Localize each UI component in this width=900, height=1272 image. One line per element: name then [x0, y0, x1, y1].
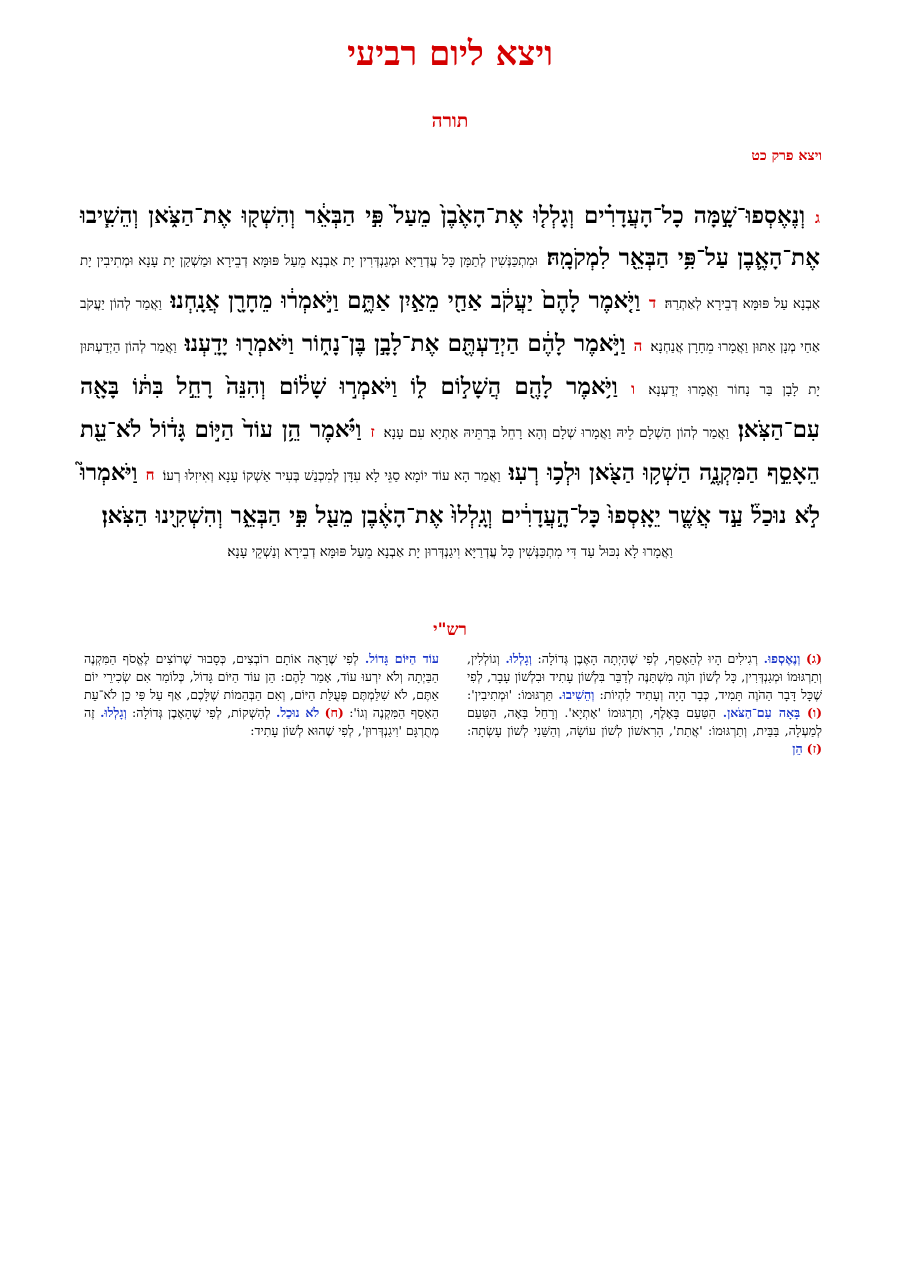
targum-text: וַאֲמַר לְהוֹן הַיְדַעְתּוּן יָת לָבָן בַּר נָחוֹר וַאֲמָרוּ יְדַעְנָא׃ — [80, 339, 821, 398]
section-title-torah: תורה — [431, 110, 469, 132]
verse-number: ח — [145, 466, 155, 484]
verse-number: ג — [815, 209, 820, 227]
targum-text: וַאֲמָרוּ לָא נִכּוּל עַד דִּי מִתְכַּנְּשִׁין כָּל עֲדְרַיָּא וִיגַנְדְּרוּן יָת אַבְנָא מֵעַל פּוּמָּא דְבֵירָא וְנַשְׁקֵי עָנָא׃ — [227, 544, 673, 560]
verse-text: וַיֹּ֗אמֶר הֵ֥ן עוֹד֙ הַיּ֣וֹם גָּד֔וֹל לֹא־עֵ֖ת הֵאָסֵ֣ף הַמִּקְנֶ֑ה הַשְׁק֥וּ הַצֹּ֖אן וּלְכ֥וּ רְעֽוּ׃ — [80, 416, 821, 486]
dibbur-hamatchil: וְנֶאֶסְפוּ. — [763, 651, 801, 666]
targum-text: וַאֲמַר הָא עוֹד יוֹמָא סַגֵּי לָא עִדָּן לְמִכְנַשׁ בְּעִיר אַשְׁקוֹ עָנָא וְאִיזִלוּ רְעוֹ׃ — [162, 468, 501, 484]
dibbur-hamatchil: עוֹד הַיּוֹם גָּדוֹל. — [364, 651, 439, 666]
rashi-verse-number: (ז) — [806, 741, 822, 756]
targum-text: וּמִתְכַּנְּשִׁין לְתַמָּן כָּל עֲדְרַיָּא וּמְגַנְדְּרִין יָת אַבְנָא מֵעַל פּוּמָּא דְבֵירָא וּמַשְׁקַן יָת עָנָא וּמְתִיבִין יָת אַבְנָא עַל פּוּמָּא דְבֵירָא לְאַתְרַהּ׃ — [80, 253, 821, 312]
page-title: ויצא ליום רביעי — [347, 34, 553, 74]
rashi-text: זֶה מְתֻרְגָּם 'וִיגַנְדְּרוּן', לְפִי שֶׁהוּא לְשׁוֹן עָתִיד: — [84, 705, 439, 738]
targum-text: וַאֲמַר לְהוֹן יַעֲקֹב אַחַי מְנָן אַתּוּן וַאֲמָרוּ מֵחָרָן אֲנַחְנָא׃ — [80, 296, 820, 355]
verse-text: וַיֹּאמְרוּ֮ לֹ֣א נוּכַל֒ עַ֣ד אֲשֶׁ֤ר יֵאָֽסְפוּ֙ כָּל־הָ֣עֲדָרִ֔ים וְגָֽלְלוּ֙ אֶת־הָאֶ֔בֶן מֵעַ֖ל פִּ֣י הַבְּאֵ֑ר וְהִשְׁקִ֖ינוּ הַצֹּֽאן׃ — [80, 459, 820, 529]
verse-number: ז — [370, 423, 375, 441]
dibbur-hamatchil: וְגָלְלוּ. — [100, 705, 127, 720]
dibbur-hamatchil: וְהֵשִׁיבוּ. — [558, 687, 595, 702]
dibbur-hamatchil: בָּאָה עִם־הַצֹּאן. — [722, 705, 801, 720]
rashi-text: לְפִי שֶׁרָאָה אוֹתָם רוֹבְצִים, כְּסָבוּר שֶׁרוֹצִים לֶאֱסֹף הַמִּקְנֶה הַבַּיְתָה וְלֹא יִרְעוּ עוֹד, אָמַר לָהֶם: הֵן עוֹד הַיּוֹם גָּדוֹל, כְּלוֹמַר אִם שְׂכִירֵי יוֹם אַתֶּם, לֹא שִׁלַּמְתֶּם פְּעֻלַּת הַיּוֹם, וְאִם הַבְּהֵמוֹת שֶׁלָּכֶם, אַף עַל פִּי כֵן לֹא־עֵת הֵאָסֵף הַמִּקְנֶה וְגוֹ': — [84, 651, 439, 720]
dibbur-hamatchil: לֹא נוּכַל. — [275, 705, 320, 720]
rashi-verse-number: (ו) — [806, 705, 822, 720]
rashi-text: הַטַּעַם בָּאָלֶף, וְתַרְגּוּמוֹ 'אָתְיָא'. וְרָחֵל בָּאָה, הַטַּעַם לְמַעְלָה, בַּבֵּית, וְתַרְגּוּמוֹ: 'אֲתַת', הָרִאשׁוֹן לְשׁוֹן עוֹשָׂה, וְהַשֵּׁנִי לְשׁוֹן עָשְׂתָה: — [467, 705, 822, 738]
verse-text: וַיֹּ֤אמֶר לָהֶם֙ יַעֲקֹ֔ב אַחַ֖י מֵאַ֣יִן אַתֶּ֑ם וַיֹּ֣אמְר֔וּ מֵחָרָ֖ן אֲנָֽחְנוּ׃ — [170, 287, 641, 314]
chapter-label: ויצא פרק כט — [751, 148, 822, 164]
rashi-verse-number: (ח) — [324, 705, 344, 720]
verse-number: ד — [648, 294, 657, 312]
verse-number: ו — [631, 380, 635, 398]
rashi-text: וְגוֹלְלִין, וְתַרְגּוּמוֹ וּמְגַנְדְּרִין, כָּל לְשׁוֹן הֹוֶה מִשְׁתַּנֶּה לְדַבֵּר בִּלְשׁוֹן עָתִיד וּבִלְשׁוֹן עָבָר, לְפִי שֶׁכָּל דָּבָר הַהֹוֶה תָּמִיד, כְּבָר הָיָה וְעָתִיד לִהְיוֹת: — [467, 651, 822, 702]
rashi-text: תַּרְגּוּמוֹ: 'וּמְתִיבִין': — [467, 687, 554, 702]
section-title-rashi: רש"י — [433, 620, 467, 640]
rashi-verse-number: (ג) — [806, 651, 822, 666]
dibbur-hamatchil: הֵן — [792, 741, 803, 756]
dibbur-hamatchil: וְגָלְלוּ. — [505, 651, 532, 666]
rashi-text: לְהַשְׁקוֹת, לְפִי שֶׁהָאֶבֶן גְּדוֹלָה: — [132, 705, 271, 720]
rashi-text: רְגִילִים הָיוּ לְהֵאָסֵף, לְפִי שֶׁהָיְתָה הָאֶבֶן גְּדוֹלָה: — [537, 651, 758, 666]
rashi-column-right — [467, 650, 822, 758]
verse-text: וַיֹּ֥אמֶר לָהֶ֖ם הֲשָׁל֣וֹם ל֑וֹ וַיֹּאמְר֣וּ שָׁל֔וֹם וְהִנֵּה֙ רָחֵ֣ל בִּתּ֔וֹ בָּאָ֖ה עִם־הַצֹּֽאן׃ — [80, 373, 820, 443]
verse-text: וְנֶאֶסְפוּ־שָׁ֣מָּה כָל־הָעֲדָרִ֗ים וְגָלְל֤וּ אֶת־הָאֶ֙בֶן֙ מֵעַל֙ פִּ֣י הַבְּאֵ֔ר וְהִשְׁק֖וּ אֶת־הַצֹּ֑אן וְהֵשִׁ֧יבוּ אֶת־הָאֶ֛בֶן עַל־פִּ֥י הַבְּאֵ֖ר לִמְקֹמָֽהּ׃ — [80, 202, 820, 271]
torah-text — [80, 196, 820, 569]
rashi-column-left — [84, 650, 439, 740]
verse-number: ה — [633, 337, 643, 355]
targum-text: וַאֲמַר לְהוֹן הַשְׁלָם לֵיהּ וַאֲמָרוּ שְׁלָם וְהָא רָחֵל בְּרַתֵּיהּ אָתְיָא עִם עָנָא׃ — [383, 425, 729, 441]
verse-text: וַיֹּ֣אמֶר לָהֶ֔ם הַיְדַעְתֶּ֖ם אֶת־לָבָ֣ן בֶּן־נָח֑וֹר וַיֹּאמְר֖וּ יָדָֽעְנוּ׃ — [184, 330, 626, 357]
